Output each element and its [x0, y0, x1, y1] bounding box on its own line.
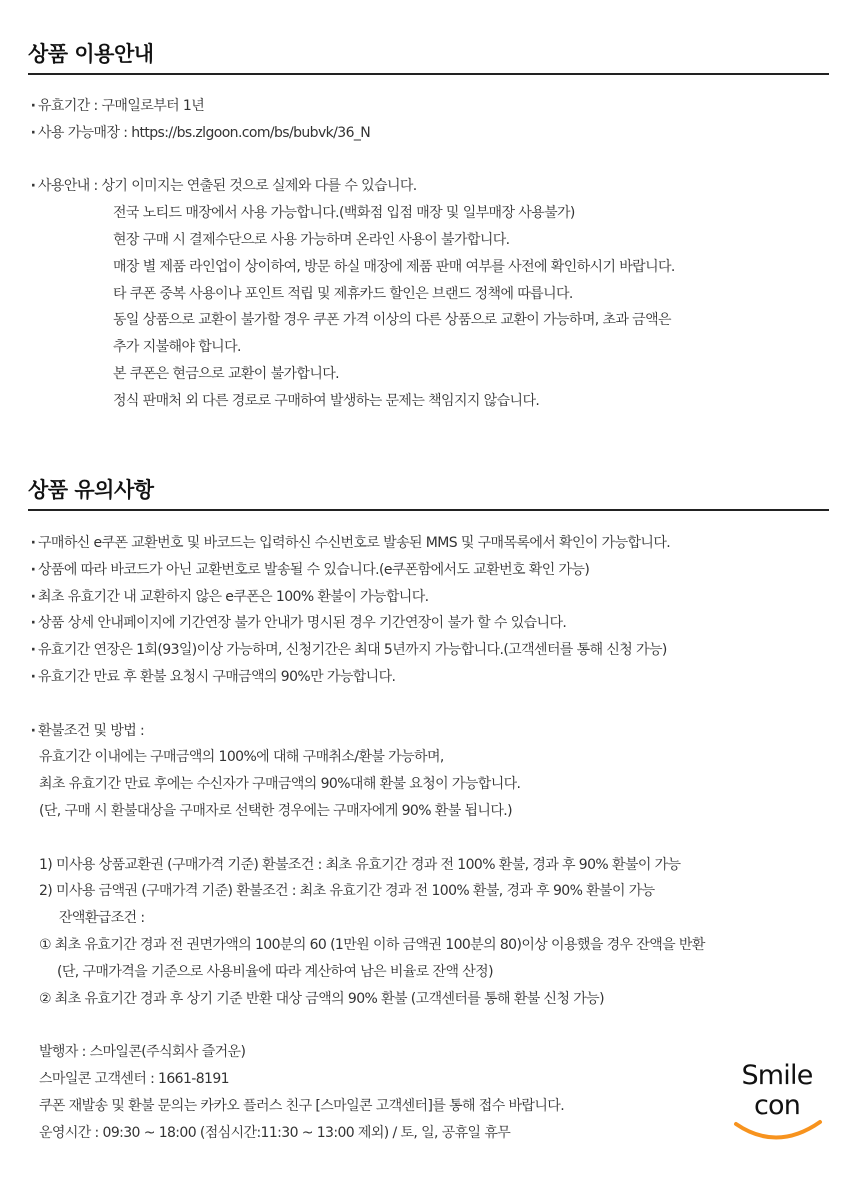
- validity-line: · 유효기간 : 구매일로부터 1년: [28, 93, 829, 120]
- notice-bullet: · 유효기간 만료 후 환불 요청시 구매금액의 90%만 가능합니다.: [28, 664, 829, 691]
- usage-guide-title: 상품 이용안내: [28, 38, 829, 75]
- balance-condition-1: ① 최초 유효기간 경과 전 권면가액의 100분의 60 (1만원 이하 금액권 100분의 80)이상 이용했을 경우 잔액을 반환: [39, 936, 705, 953]
- issuer-line: 발행자 : 스마일콘(주식회사 즐거운): [39, 1044, 246, 1061]
- logo-text-smile: Smile: [741, 1060, 813, 1091]
- refund-line: 유효기간 이내에는 구매금액의 100%에 대해 구매취소/환불 가능하며,: [39, 749, 444, 766]
- usage-line: 본 쿠폰은 현금으로 교환이 불가합니다.: [113, 365, 340, 382]
- notice-bullet: · 최초 유효기간 내 교환하지 않은 e쿠폰은 100% 환불이 가능합니다.: [28, 584, 829, 611]
- balance-condition-1-note: (단, 구매가격을 기준으로 사용비율에 따라 계산하여 남은 비율로 잔액 산정): [57, 963, 493, 980]
- notice-bullet: · 유효기간 연장은 1회(93일)이상 가능하며, 신청기간은 최대 5년까지 가능합니다.(고객센터를 통해 신청 가능): [28, 637, 829, 664]
- usage-line: 정식 판매처 외 다른 경로로 구매하여 발생하는 문제는 책임지지 않습니다.: [113, 392, 540, 409]
- usage-guide-body: [28, 93, 829, 415]
- refund-label: · 환불조건 및 방법 :: [28, 718, 829, 745]
- balance-refund-label: 잔액환급조건 :: [59, 910, 145, 927]
- balance-condition-2: ② 최초 유효기간 경과 후 상기 기준 반환 대상 금액의 90% 환불 (고객센터를 통해 환불 신청 가능): [39, 990, 604, 1007]
- usage-line: 전국 노티드 매장에서 사용 가능합니다.(백화점 입점 매장 및 일부매장 사용불가): [113, 205, 575, 222]
- usage-line: 동일 상품으로 교환이 불가할 경우 쿠폰 가격 이상의 다른 상품으로 교환이 가능하며, 초과 금액은: [113, 312, 671, 329]
- smilecon-logo: [722, 1060, 832, 1142]
- usage-guide-section: [28, 38, 829, 415]
- notice-bullet: · 상품 상세 안내페이지에 기간연장 불가 안내가 명시된 경우 기간연장이 불가 할 수 있습니다.: [28, 610, 829, 637]
- refund-condition-1: 1) 미사용 상품교환권 (구매가격 기준) 환불조건 : 최초 유효기간 경과 전 100% 환불, 경과 후 90% 환불이 가능: [39, 856, 681, 873]
- usage-line: 타 쿠폰 중복 사용이나 포인트 적립 및 제휴카드 할인은 브랜드 정책에 따릅니다.: [113, 285, 573, 302]
- usage-line: 추가 지불해야 합니다.: [113, 339, 241, 356]
- notice-bullet: · 구매하신 e쿠폰 교환번호 및 바코드는 입력하신 수신번호로 발송된 MMS 및 구매목록에서 확인이 가능합니다.: [28, 530, 829, 557]
- resend-inquiry-line: 쿠폰 재발송 및 환불 문의는 카카오 플러스 친구 [스마일콘 고객센터]를 통해 접수 바랍니다.: [39, 1097, 565, 1114]
- operating-hours-line: 운영시간 : 09:30 ~ 18:00 (점심시간:11:30 ~ 13:00 제외) / 토, 일, 공휴일 휴무: [39, 1124, 511, 1141]
- logo-text-con: con: [753, 1090, 801, 1121]
- notice-bullet: · 상품에 따라 바코드가 아닌 교환번호로 발송될 수 있습니다.(e쿠폰함에서도 교환번호 확인 가능): [28, 557, 829, 584]
- refund-line: 최초 유효기간 만료 후에는 수신자가 구매금액의 90%대해 환불 요청이 가능합니다.: [39, 776, 521, 793]
- notice-section: [28, 474, 829, 1146]
- refund-line: (단, 구매 시 환불대상을 구매자로 선택한 경우에는 구매자에게 90% 환불 됩니다.): [39, 802, 512, 819]
- logo-smile-curve-icon: [722, 1060, 832, 1142]
- refund-condition-2: 2) 미사용 금액권 (구매가격 기준) 환불조건 : 최초 유효기간 경과 전 100% 환불, 경과 후 90% 환불이 가능: [39, 883, 655, 900]
- notice-title: 상품 유의사항: [28, 474, 829, 511]
- notice-body: [28, 530, 829, 1146]
- store-url-line: · 사용 가능매장 : https://bs.zlgoon.com/bs/bubvk/36_N: [28, 120, 829, 147]
- service-center-line: 스마일콘 고객센터 : 1661-8191: [39, 1070, 229, 1087]
- usage-line: 현장 구매 시 결제수단으로 사용 가능하며 온라인 사용이 불가합니다.: [113, 231, 510, 248]
- usage-label-line: · 사용안내 : 상기 이미지는 연출된 것으로 실제와 다를 수 있습니다.: [28, 173, 829, 200]
- usage-line: 매장 별 제품 라인업이 상이하여, 방문 하실 매장에 제품 판매 여부를 사전에 확인하시기 바랍니다.: [113, 258, 675, 275]
